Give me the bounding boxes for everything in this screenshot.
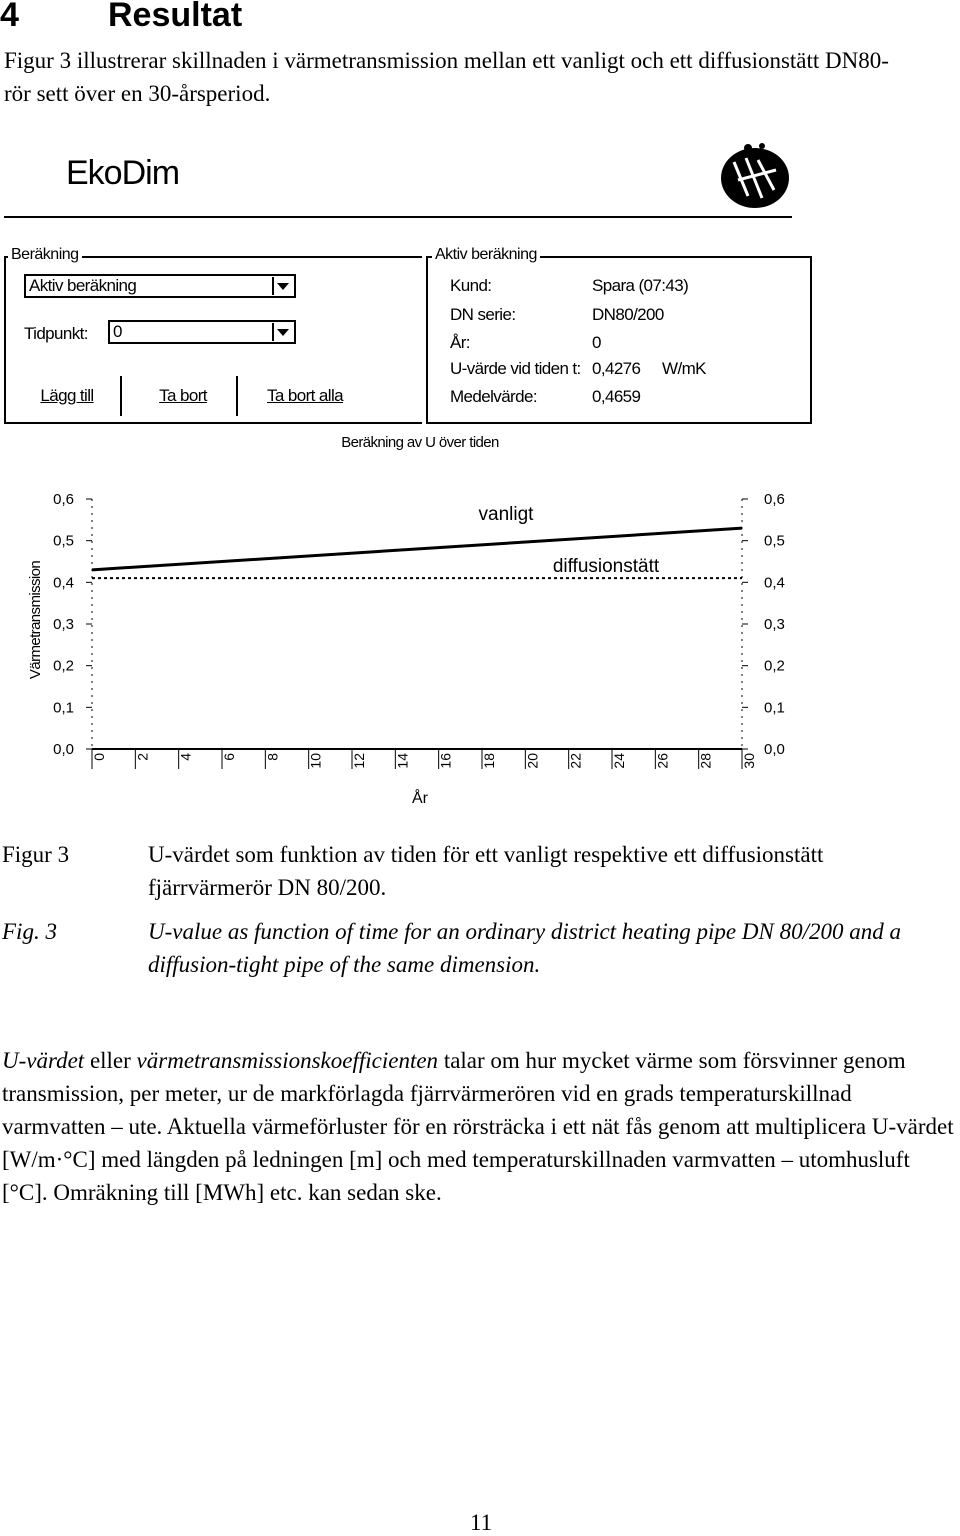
x-tick-label: 2 — [134, 753, 151, 761]
y-tick-label: 0,5 — [53, 532, 74, 550]
x-tick-label: 28 — [697, 753, 714, 769]
caption-sv-label: Figur 3 — [2, 842, 70, 867]
y-tick-label: 0,0 — [53, 741, 74, 758]
title-divider — [4, 216, 792, 218]
x-axis-label: År — [412, 790, 428, 807]
calc-select-value: Aktiv beräkning — [29, 276, 137, 295]
x-tick-label: 10 — [307, 753, 324, 769]
body-paragraph — [2, 1044, 960, 1209]
y-tick-label: 0,1 — [53, 699, 74, 717]
add-button[interactable]: Lägg till — [14, 376, 122, 416]
calc-group-legend: Beräkning — [8, 246, 82, 264]
x-tick-label: 6 — [221, 753, 237, 761]
chevron-down-icon[interactable] — [272, 323, 292, 341]
section-title: Resultat — [108, 0, 243, 34]
info-label-u-value: U-värde vid tiden t: — [450, 359, 581, 378]
caption-en-text: U-value as function of time for an ordinary district heating pipe DN 80/200 and a diffusion-tight pipe of the same dimension. — [148, 919, 901, 977]
term-coefficient: värmetransmissionskoefficienten — [136, 1048, 439, 1073]
info-value-u-value: 0,4276 — [592, 359, 641, 378]
app-title: EkoDim — [66, 154, 180, 192]
active-group-border-right — [810, 256, 812, 424]
x-tick-label: 14 — [394, 753, 411, 769]
y-tick-label-right: 0,2 — [764, 657, 785, 675]
y-axis-label: Värmetransmission — [27, 560, 44, 680]
section-number: 4 — [0, 0, 19, 34]
y-tick-label: 0,4 — [53, 574, 74, 592]
chevron-down-icon[interactable] — [272, 277, 292, 295]
time-label: Tidpunkt: — [24, 324, 88, 343]
chart-axes — [92, 499, 742, 749]
x-tick-label: 4 — [177, 753, 194, 761]
y-tick-label-right: 0,3 — [764, 616, 785, 633]
info-value-year: 0 — [592, 333, 601, 352]
series-label-diffusionstatt: diffusionstätt — [552, 556, 660, 578]
section-heading — [0, 0, 242, 35]
body-text: talar om hur mycket värme som försvinner genom transmission, per meter, ur de markförlagda fjärrvärmerören vid en grads temperaturskillnad varmvatten – ute. Aktuella värmeförluster för en rörsträcka i ett nät fås genom att multiplicera U-värdet [W/m·°C] med längden på ledningen [m] och med temperaturskillnaden varmvatten – utomhusluft [°C]. Omräkning till [MWh] etc. kan sedan ske. — [2, 1048, 954, 1205]
time-select[interactable] — [108, 320, 296, 344]
x-tick-label: 30 — [741, 753, 757, 769]
x-tick-label: 18 — [481, 753, 497, 769]
info-unit-u-value: W/mK — [662, 359, 706, 378]
y-tick-label-right: 0,0 — [764, 741, 785, 758]
y-ticks-right — [742, 491, 785, 758]
y-tick-label: 0,3 — [53, 616, 74, 633]
info-label-customer: Kund: — [450, 276, 492, 295]
info-label-mean: Medelvärde: — [450, 387, 537, 406]
remove-all-button[interactable]: Ta bort alla — [267, 386, 343, 405]
info-value-mean: 0,4659 — [592, 387, 641, 406]
body-or: eller — [84, 1048, 137, 1073]
calc-group-border-bottom — [4, 422, 422, 424]
y-tick-label-right: 0,5 — [764, 532, 785, 550]
y-ticks-left — [53, 491, 92, 758]
x-tick-label: 8 — [264, 753, 281, 761]
x-tick-label: 26 — [654, 753, 671, 769]
x-tick-label: 16 — [437, 753, 454, 769]
y-tick-label: 0,2 — [53, 657, 74, 675]
caption-en-label: Fig. 3 — [2, 919, 57, 944]
time-select-value: 0 — [113, 322, 122, 341]
chart-title: Beräkning av U över tiden — [341, 434, 499, 451]
x-tick-label: 24 — [611, 753, 627, 769]
info-label-year: År: — [450, 333, 470, 352]
x-tick-label: 12 — [351, 753, 367, 769]
active-group-legend: Aktiv beräkning — [432, 246, 540, 264]
x-tick-label: 20 — [524, 753, 541, 769]
intro-paragraph: Figur 3 illustrerar skillnaden i värmetransmission mellan ett vanligt och ett diffusionstätt DN80-rör sett över en 30-årsperiod. — [4, 48, 889, 106]
info-value-customer: Spara (07:43) — [592, 276, 689, 295]
x-tick-label: 22 — [567, 753, 584, 769]
info-value-dn-series: DN80/200 — [592, 305, 664, 324]
calc-group-border-left — [4, 256, 6, 424]
x-ticks — [91, 749, 757, 769]
y-tick-label-right: 0,1 — [764, 699, 785, 717]
y-tick-label-right: 0,6 — [764, 491, 785, 508]
y-tick-label-right: 0,4 — [764, 574, 785, 592]
info-label-dn-series: DN serie: — [450, 305, 516, 324]
active-group-border-left — [426, 256, 428, 424]
chart-series — [92, 504, 742, 578]
caption-sv-text: U-värdet som funktion av tiden för ett vanligt respektive ett diffusionstätt fjärrvärmerör DN 80/200. — [148, 842, 824, 900]
calc-select[interactable] — [24, 274, 296, 298]
page-number: 11 — [470, 1510, 493, 1535]
u-value-chart — [0, 425, 800, 810]
series-label-vanligt: vanligt — [478, 504, 534, 526]
active-group-border-bottom — [426, 422, 812, 424]
y-tick-label: 0,6 — [53, 491, 74, 508]
remove-button[interactable]: Ta bort — [130, 376, 238, 416]
x-tick-label: 0 — [91, 753, 107, 761]
term-u-value: U-värdet — [2, 1048, 85, 1073]
ekodim-logo-icon — [718, 140, 792, 210]
